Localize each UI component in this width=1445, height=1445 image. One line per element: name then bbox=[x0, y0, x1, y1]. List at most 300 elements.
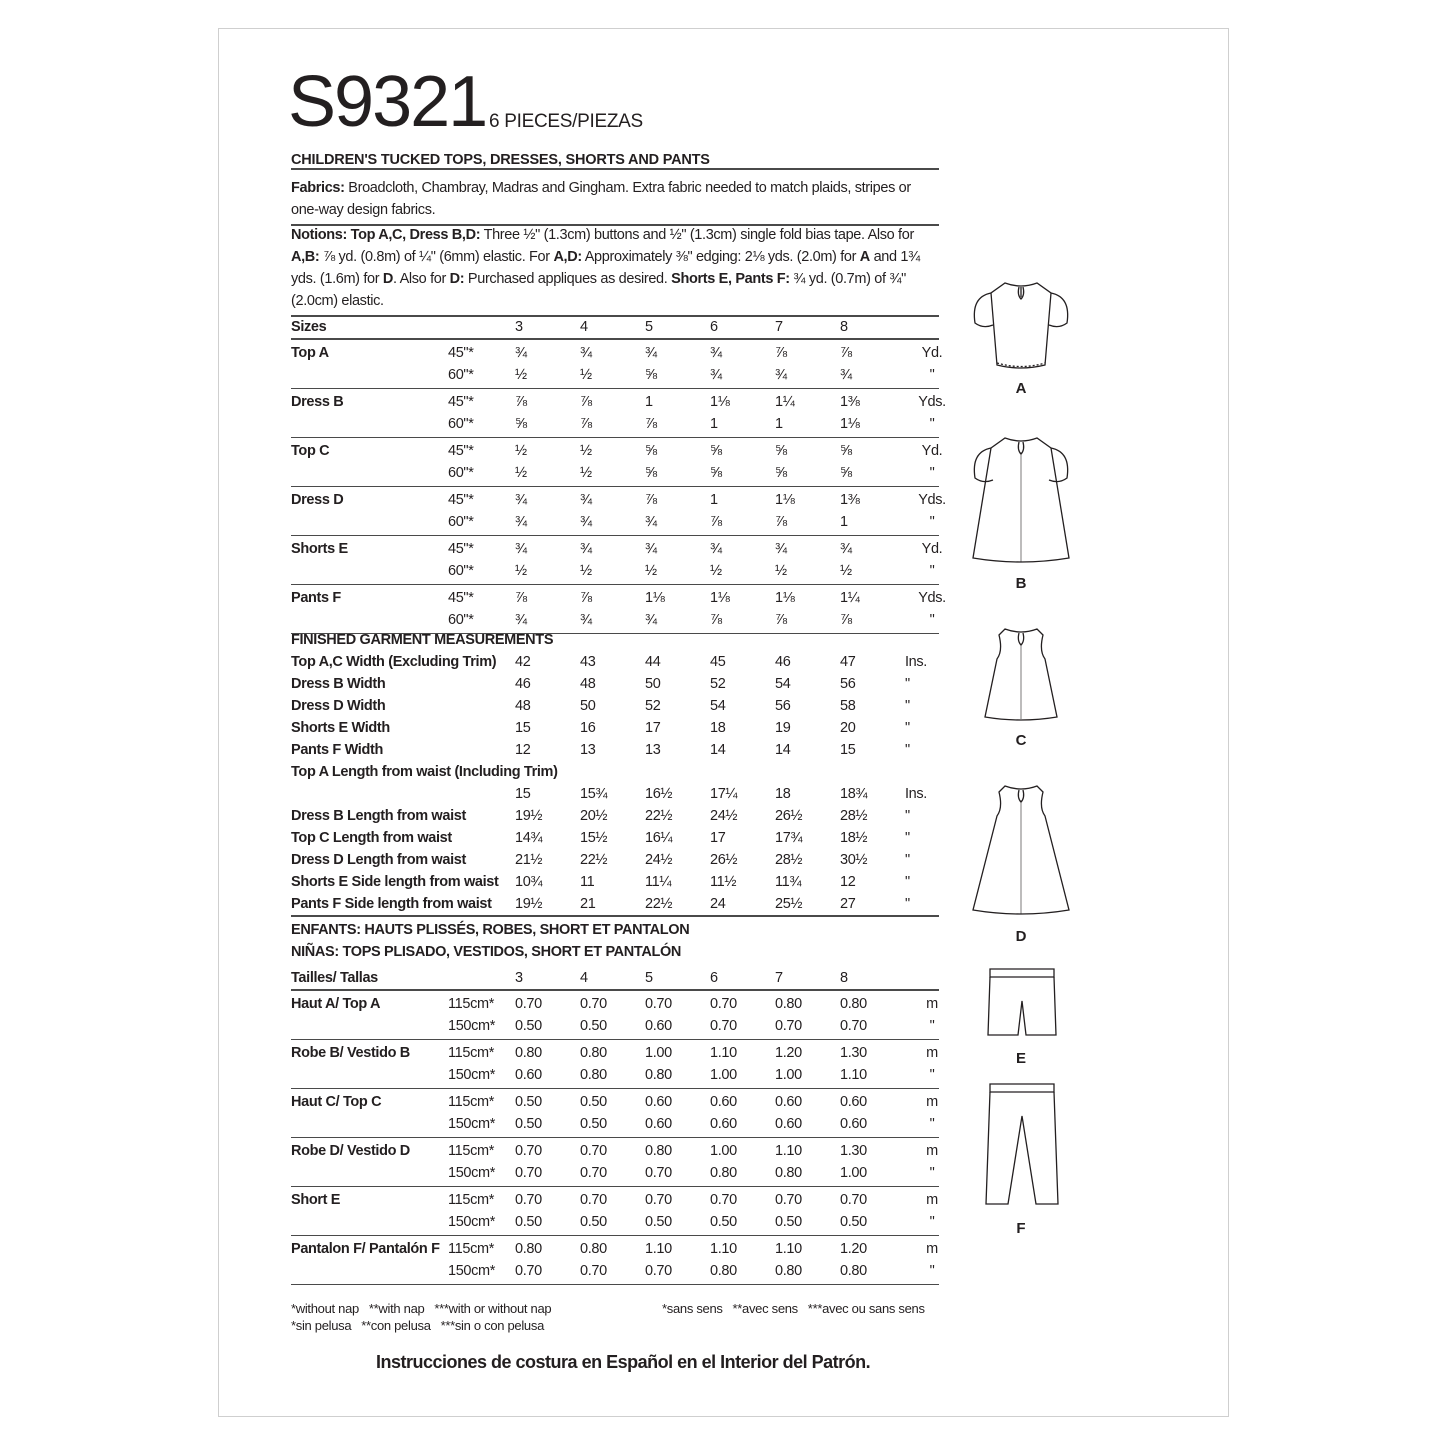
yardage-value: 1.00 bbox=[710, 1067, 737, 1083]
yardage-value: 0.70 bbox=[710, 996, 737, 1012]
measurement-value: 11¾ bbox=[775, 874, 802, 890]
yardage-value: ⅞ bbox=[515, 394, 527, 410]
fabric-width: 45"* bbox=[448, 394, 474, 410]
view-label-a: A bbox=[1015, 380, 1027, 397]
empty-cell bbox=[291, 1260, 448, 1282]
yardage-value: 1.20 bbox=[840, 1241, 867, 1257]
yardage-value: 0.70 bbox=[840, 1018, 867, 1034]
yardage-value: 1.20 bbox=[775, 1045, 802, 1061]
yardage-value: ⅝ bbox=[775, 465, 787, 481]
garment-name: Haut C/ Top C bbox=[291, 1094, 382, 1110]
measurement-value: 14 bbox=[710, 742, 726, 758]
measurement-value: 17 bbox=[710, 830, 726, 846]
measurement-value: 26½ bbox=[710, 852, 738, 868]
pieces-count: 6 PIECES/PIEZAS bbox=[489, 111, 643, 132]
yardage-value: 1 bbox=[710, 492, 718, 508]
measurement-value: 58 bbox=[840, 698, 856, 714]
unit: Yd. bbox=[921, 541, 943, 557]
view-label-e: E bbox=[1015, 1050, 1026, 1067]
measurement-value: 22½ bbox=[645, 896, 673, 912]
yardage-value: 0.60 bbox=[515, 1067, 542, 1083]
measurement-value: 11¼ bbox=[645, 874, 672, 890]
unit: " bbox=[905, 698, 910, 714]
yardage-value: ¾ bbox=[645, 345, 657, 361]
yardage-value: ½ bbox=[515, 465, 527, 481]
yardage-value: 1⅛ bbox=[645, 590, 665, 606]
notions-text bbox=[291, 224, 939, 317]
table-group bbox=[291, 1138, 939, 1187]
measurement-value: 45 bbox=[710, 654, 726, 670]
unit: " bbox=[929, 563, 935, 579]
yardage-value: 0.70 bbox=[580, 1143, 607, 1159]
measurement-value: 19½ bbox=[515, 896, 543, 912]
yardage-value: ¾ bbox=[710, 367, 722, 383]
yardage-value: 0.70 bbox=[515, 1143, 542, 1159]
measurement-value: 21 bbox=[580, 896, 596, 912]
yardage-table bbox=[291, 316, 946, 634]
notions-segment: A,B: bbox=[291, 249, 320, 265]
notions-segment: D bbox=[382, 271, 394, 287]
yardage-value: 0.80 bbox=[580, 1067, 607, 1083]
measurement-value: 17¾ bbox=[775, 830, 803, 846]
empty-cell bbox=[291, 462, 448, 484]
measurement-value: 21½ bbox=[515, 852, 543, 868]
fabric-width: 150cm* bbox=[448, 1116, 496, 1132]
yardage-value: 1⅛ bbox=[710, 394, 730, 410]
fabric-width: 115cm* bbox=[448, 1094, 494, 1110]
yardage-value: ¾ bbox=[645, 541, 657, 557]
view-label-d: D bbox=[1015, 928, 1027, 945]
notions-segment: ¾ yd. (0.7m) of ¾" (2.0cm) elastic. bbox=[291, 271, 906, 309]
yardage-value: ⅝ bbox=[645, 367, 657, 383]
garment-name: Short E bbox=[291, 1192, 341, 1208]
garment-name: Top C bbox=[291, 443, 330, 459]
yardage-value: 0.70 bbox=[840, 1192, 867, 1208]
table-group bbox=[291, 1089, 939, 1138]
measurement-value: 28½ bbox=[775, 852, 803, 868]
fabrics-segment: Fabrics: bbox=[291, 180, 345, 196]
table-group bbox=[291, 1040, 939, 1089]
unit: " bbox=[929, 1018, 935, 1034]
view-label-f: F bbox=[1016, 1220, 1026, 1237]
view-f-drawing bbox=[980, 1080, 1065, 1210]
empty-cell bbox=[291, 1015, 448, 1037]
yardage-value: 0.80 bbox=[580, 1045, 607, 1061]
yardage-value: 0.50 bbox=[645, 1214, 672, 1230]
measurement-value: 42 bbox=[515, 654, 531, 670]
fabric-width: 150cm* bbox=[448, 1214, 496, 1230]
fabric-width: 60"* bbox=[448, 367, 474, 383]
yardage-value: 0.80 bbox=[645, 1143, 672, 1159]
measurement-value: 54 bbox=[775, 676, 791, 692]
unit: " bbox=[905, 720, 910, 736]
unit: m bbox=[926, 1241, 938, 1257]
unit: " bbox=[929, 1165, 935, 1181]
yardage-value: 0.80 bbox=[580, 1241, 607, 1257]
measurement-value: 20 bbox=[840, 720, 856, 736]
measurement-value: 56 bbox=[775, 698, 791, 714]
measurement-value: 25½ bbox=[775, 896, 803, 912]
measurement-value: 47 bbox=[840, 654, 856, 670]
yardage-value: ⅝ bbox=[515, 416, 527, 432]
yardage-value: 0.70 bbox=[645, 1192, 672, 1208]
yardage-value: ½ bbox=[515, 563, 527, 579]
table-header-row bbox=[291, 967, 939, 991]
measurement-value: 24½ bbox=[710, 808, 738, 824]
yardage-value: ½ bbox=[710, 563, 722, 579]
measurements-title: FINISHED GARMENT MEASUREMENTS bbox=[291, 632, 554, 648]
empty-cell bbox=[291, 364, 448, 386]
table-group bbox=[291, 536, 943, 585]
unit: " bbox=[929, 1263, 935, 1279]
yardage-value: ⅝ bbox=[840, 465, 852, 481]
yardage-value: 1⅛ bbox=[775, 492, 795, 508]
yardage-value: ¾ bbox=[515, 492, 527, 508]
unit: " bbox=[929, 1214, 935, 1230]
measurement-value: 24 bbox=[710, 896, 726, 912]
spanish-instructions-note: Instrucciones de costura en Español en el Interior del Patrón. bbox=[376, 1352, 871, 1372]
measurement-label: Shorts E Side length from waist bbox=[291, 874, 499, 890]
view-d-drawing bbox=[965, 782, 1080, 922]
empty-cell bbox=[291, 1162, 448, 1184]
yardage-value: 0.60 bbox=[840, 1094, 867, 1110]
yardage-value: ⅝ bbox=[710, 465, 722, 481]
unit: " bbox=[929, 465, 935, 481]
unit: " bbox=[905, 852, 910, 868]
measurement-value: 27 bbox=[840, 896, 856, 912]
measurement-value: 22½ bbox=[580, 852, 608, 868]
yardage-value: 1¼ bbox=[840, 590, 860, 606]
unit: " bbox=[929, 514, 935, 530]
notions-segment: . Also for bbox=[393, 271, 450, 287]
measurement-label: Dress B Length from waist bbox=[291, 808, 466, 824]
measurement-value: 19 bbox=[775, 720, 791, 736]
yardage-value: ⅞ bbox=[710, 612, 722, 628]
yardage-value: ½ bbox=[580, 443, 592, 459]
yardage-value: 0.50 bbox=[580, 1018, 607, 1034]
yardage-value: 0.80 bbox=[775, 996, 802, 1012]
yardage-value: 0.70 bbox=[710, 1192, 737, 1208]
size-header: 4 bbox=[580, 319, 588, 335]
measurement-label: Top A,C Width (Excluding Trim) bbox=[291, 654, 497, 670]
yardage-value: 1⅛ bbox=[840, 416, 860, 432]
measurement-label: Top C Length from waist bbox=[291, 830, 452, 846]
measurement-label: Top A Length from waist (Including Trim) bbox=[291, 764, 558, 780]
measurement-value: 10¾ bbox=[515, 874, 543, 890]
unit: " bbox=[929, 416, 935, 432]
measurement-value: 44 bbox=[645, 654, 661, 670]
yardage-value: 0.70 bbox=[580, 1165, 607, 1181]
measurement-label: Pants F Width bbox=[291, 742, 383, 758]
size-header: 6 bbox=[710, 319, 718, 335]
yardage-value: 0.70 bbox=[645, 1263, 672, 1279]
yardage-value: ½ bbox=[580, 465, 592, 481]
yardage-value: 0.70 bbox=[710, 1018, 737, 1034]
size-header: 4 bbox=[580, 970, 588, 986]
empty-cell bbox=[291, 1064, 448, 1086]
unit: Yds. bbox=[918, 394, 946, 410]
notions-segment: A,D: bbox=[553, 249, 582, 265]
garment-name: Dress B bbox=[291, 394, 344, 410]
yardage-value: ¾ bbox=[580, 492, 592, 508]
fabric-width: 115cm* bbox=[448, 996, 494, 1012]
yardage-value: ¾ bbox=[580, 514, 592, 530]
measurement-value: 18 bbox=[710, 720, 726, 736]
table-group bbox=[291, 487, 946, 536]
measurement-value: 15¾ bbox=[580, 786, 608, 802]
yardage-value: 1 bbox=[645, 394, 653, 410]
fabric-width: 45"* bbox=[448, 541, 474, 557]
notions-segment: Notions: Top A,C, Dress B,D: bbox=[291, 227, 481, 243]
yardage-value: 0.50 bbox=[515, 1018, 542, 1034]
measurement-value: 14¾ bbox=[515, 830, 543, 846]
measurement-value: 22½ bbox=[645, 808, 673, 824]
fabric-width: 150cm* bbox=[448, 1018, 496, 1034]
measurement-value: 13 bbox=[580, 742, 596, 758]
table-header-row bbox=[291, 316, 939, 340]
measurement-value: 16½ bbox=[645, 786, 673, 802]
yardage-value: 0.80 bbox=[515, 1045, 542, 1061]
yardage-value: 0.80 bbox=[710, 1263, 737, 1279]
french-heading: ENFANTS: HAUTS PLISSÉS, ROBES, SHORT ET PANTALON bbox=[291, 922, 690, 938]
garment-name: Haut A/ Top A bbox=[291, 996, 381, 1012]
fabric-width: 60"* bbox=[448, 465, 474, 481]
yardage-value: ⅞ bbox=[840, 345, 852, 361]
yardage-value: 1 bbox=[840, 514, 848, 530]
yardage-value: 0.60 bbox=[775, 1116, 802, 1132]
notions-segment: and 1¾ yds. (1.6m) for bbox=[291, 249, 920, 287]
table-group bbox=[291, 991, 939, 1040]
measurement-value: 46 bbox=[515, 676, 531, 692]
yardage-value: ¾ bbox=[710, 541, 722, 557]
unit: Ins. bbox=[905, 786, 927, 802]
size-header: 3 bbox=[515, 970, 523, 986]
yardage-value: 0.60 bbox=[840, 1116, 867, 1132]
yardage-value: ½ bbox=[515, 443, 527, 459]
yardage-value: 1.10 bbox=[775, 1143, 802, 1159]
size-header: 3 bbox=[515, 319, 523, 335]
measurement-value: 30½ bbox=[840, 852, 868, 868]
yardage-value: 1.10 bbox=[840, 1067, 867, 1083]
header-label: Sizes bbox=[291, 319, 327, 335]
measurement-value: 26½ bbox=[775, 808, 803, 824]
header-label: Tailles/ Tallas bbox=[291, 970, 378, 986]
yardage-value: ¾ bbox=[580, 612, 592, 628]
measurement-value: 15 bbox=[840, 742, 856, 758]
yardage-value: 1.00 bbox=[710, 1143, 737, 1159]
yardage-value: ⅝ bbox=[710, 443, 722, 459]
unit: " bbox=[905, 742, 910, 758]
garment-name: Robe D/ Vestido D bbox=[291, 1143, 410, 1159]
unit: Ins. bbox=[905, 654, 927, 670]
notions-segment: Three ½" (1.3cm) buttons and ½" (1.3cm) single fold bias tape. Also for bbox=[480, 227, 914, 243]
yardage-value: ⅞ bbox=[645, 492, 657, 508]
unit: m bbox=[926, 1143, 938, 1159]
yardage-value: 0.50 bbox=[515, 1116, 542, 1132]
unit: " bbox=[905, 874, 910, 890]
garment-name: Pantalon F/ Pantalón F bbox=[291, 1241, 440, 1257]
table-group bbox=[291, 389, 946, 438]
yardage-value: 0.60 bbox=[645, 1018, 672, 1034]
garment-name: Dress D bbox=[291, 492, 344, 508]
measurement-value: 15½ bbox=[580, 830, 608, 846]
fabric-width: 150cm* bbox=[448, 1165, 496, 1181]
measurement-value: 15 bbox=[515, 720, 531, 736]
measurement-label: Dress B Width bbox=[291, 676, 386, 692]
yardage-value: ⅞ bbox=[775, 612, 787, 628]
yardage-value: 1.00 bbox=[840, 1165, 867, 1181]
yardage-value: ½ bbox=[775, 563, 787, 579]
measurement-value: 28½ bbox=[840, 808, 868, 824]
empty-cell bbox=[291, 560, 448, 582]
yardage-value: ⅝ bbox=[645, 465, 657, 481]
spacer bbox=[905, 967, 959, 989]
yardage-value: 1.10 bbox=[645, 1241, 672, 1257]
yardage-value: ⅞ bbox=[775, 514, 787, 530]
metric-table bbox=[291, 967, 939, 1285]
measurement-value: 48 bbox=[515, 698, 531, 714]
yardage-value: 0.50 bbox=[580, 1214, 607, 1230]
yardage-value: ¾ bbox=[710, 345, 722, 361]
yardage-value: 0.70 bbox=[775, 1192, 802, 1208]
measurement-value: 43 bbox=[580, 654, 596, 670]
measurement-value: 52 bbox=[710, 676, 726, 692]
yardage-value: 1.30 bbox=[840, 1143, 867, 1159]
footnote-spanish: *sin pelusa **con pelusa ***sin o con pelusa bbox=[291, 1318, 544, 1333]
fabric-width: 60"* bbox=[448, 563, 474, 579]
unit: Yds. bbox=[918, 492, 946, 508]
yardage-value: ⅞ bbox=[580, 394, 592, 410]
view-a-drawing bbox=[965, 275, 1080, 375]
size-header: 7 bbox=[775, 319, 783, 335]
yardage-value: 1⅛ bbox=[710, 590, 730, 606]
garment-name: Top A bbox=[291, 345, 329, 361]
table-group bbox=[291, 438, 943, 487]
yardage-value: 0.70 bbox=[645, 996, 672, 1012]
yardage-value: ⅝ bbox=[840, 443, 852, 459]
size-header: 5 bbox=[645, 319, 653, 335]
yardage-value: 0.50 bbox=[580, 1094, 607, 1110]
yardage-value: 1.10 bbox=[710, 1045, 737, 1061]
yardage-value: 0.80 bbox=[775, 1165, 802, 1181]
measurement-value: 50 bbox=[580, 698, 596, 714]
measurement-label: Dress D Length from waist bbox=[291, 852, 466, 868]
measurement-value: 14 bbox=[775, 742, 791, 758]
notions-segment: A bbox=[859, 249, 870, 265]
measurement-value: 11 bbox=[580, 874, 595, 890]
measurement-value: 19½ bbox=[515, 808, 543, 824]
yardage-value: 0.50 bbox=[515, 1094, 542, 1110]
yardage-value: 0.60 bbox=[775, 1094, 802, 1110]
yardage-value: ¾ bbox=[515, 612, 527, 628]
fabric-width: 45"* bbox=[448, 492, 474, 508]
footnote-english: *without nap **with nap ***with or without nap bbox=[291, 1301, 552, 1316]
yardage-value: 0.80 bbox=[515, 1241, 542, 1257]
yardage-value: ⅞ bbox=[840, 612, 852, 628]
table-group bbox=[291, 1187, 939, 1236]
notions-segment: D: bbox=[449, 271, 465, 287]
measurement-value: 50 bbox=[645, 676, 661, 692]
yardage-value: ½ bbox=[580, 563, 592, 579]
yardage-value: 0.70 bbox=[515, 1192, 542, 1208]
measurement-label: Pants F Side length from waist bbox=[291, 896, 492, 912]
yardage-value: ⅝ bbox=[775, 443, 787, 459]
measurement-value: 54 bbox=[710, 698, 726, 714]
measurement-value: 46 bbox=[775, 654, 791, 670]
pattern-heading: CHILDREN'S TUCKED TOPS, DRESSES, SHORTS AND PANTS bbox=[291, 152, 939, 170]
yardage-value: 0.70 bbox=[580, 996, 607, 1012]
size-header: 8 bbox=[840, 970, 848, 986]
empty-cell bbox=[291, 511, 448, 533]
yardage-value: 0.50 bbox=[710, 1214, 737, 1230]
view-c-drawing bbox=[965, 625, 1080, 725]
yardage-value: ½ bbox=[580, 367, 592, 383]
yardage-value: 0.60 bbox=[710, 1094, 737, 1110]
spacer bbox=[905, 316, 959, 338]
empty-cell bbox=[291, 1113, 448, 1135]
size-header: 8 bbox=[840, 319, 848, 335]
yardage-value: ⅞ bbox=[710, 514, 722, 530]
yardage-value: ¾ bbox=[840, 541, 852, 557]
unit: " bbox=[905, 830, 910, 846]
yardage-value: ¾ bbox=[515, 345, 527, 361]
yardage-value: 0.80 bbox=[710, 1165, 737, 1181]
measurement-value: 13 bbox=[645, 742, 661, 758]
yardage-value: ¾ bbox=[840, 367, 852, 383]
measurement-value: 16¼ bbox=[645, 830, 673, 846]
yardage-value: ¾ bbox=[645, 612, 657, 628]
measurement-label bbox=[291, 783, 515, 805]
empty-cell bbox=[291, 413, 448, 435]
fabric-width: 150cm* bbox=[448, 1263, 496, 1279]
measurement-label: Shorts E Width bbox=[291, 720, 390, 736]
yardage-value: 1.10 bbox=[710, 1241, 737, 1257]
yardage-value: 0.70 bbox=[515, 996, 542, 1012]
measurement-value: 56 bbox=[840, 676, 856, 692]
yardage-value: ¾ bbox=[645, 514, 657, 530]
measurement-value: 18 bbox=[775, 786, 791, 802]
view-b-drawing bbox=[965, 430, 1080, 570]
yardage-value: 1.00 bbox=[645, 1045, 672, 1061]
garment-name: Pants F bbox=[291, 590, 341, 606]
fabric-width: 45"* bbox=[448, 443, 474, 459]
yardage-value: 0.70 bbox=[645, 1165, 672, 1181]
notions-segment: Purchased appliques as desired. bbox=[464, 271, 672, 287]
yardage-value: 0.50 bbox=[515, 1214, 542, 1230]
yardage-value: 1.10 bbox=[775, 1241, 802, 1257]
unit: " bbox=[905, 896, 910, 912]
yardage-value: 0.60 bbox=[710, 1116, 737, 1132]
yardage-value: 0.50 bbox=[775, 1214, 802, 1230]
measurements-grid bbox=[291, 651, 939, 917]
notions-segment: Approximately ⅜" edging: 2⅛ yds. (2.0m) for bbox=[581, 249, 860, 265]
measurement-value: 18¾ bbox=[840, 786, 868, 802]
yardage-value: ¾ bbox=[580, 345, 592, 361]
measurement-value: 16 bbox=[580, 720, 596, 736]
measurement-value: 52 bbox=[645, 698, 661, 714]
fabric-width: 150cm* bbox=[448, 1067, 496, 1083]
fabric-width: 115cm* bbox=[448, 1045, 494, 1061]
yardage-value: 0.80 bbox=[840, 1263, 867, 1279]
yardage-value: 0.50 bbox=[580, 1116, 607, 1132]
unit: Yds. bbox=[918, 590, 946, 606]
yardage-value: ½ bbox=[645, 563, 657, 579]
yardage-value: 0.70 bbox=[775, 1018, 802, 1034]
fabric-width: 115cm* bbox=[448, 1241, 494, 1257]
yardage-value: 0.80 bbox=[645, 1067, 672, 1083]
yardage-value: 1⅜ bbox=[840, 492, 860, 508]
yardage-value: 0.60 bbox=[645, 1116, 672, 1132]
